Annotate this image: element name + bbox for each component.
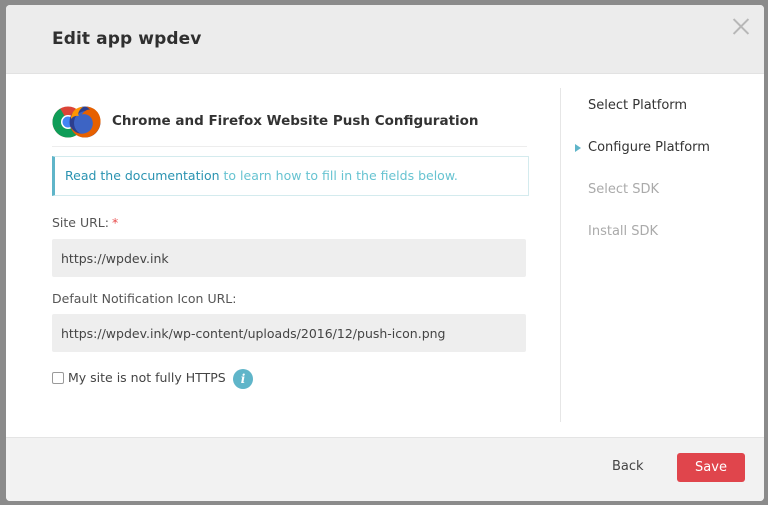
step-label: Select SDK: [588, 182, 660, 197]
steps-divider: [560, 88, 561, 422]
callout-rest-text: to learn how to fill in the fields below.: [219, 168, 458, 183]
not-fully-https-checkbox[interactable]: [52, 372, 64, 384]
step-label: Select Platform: [588, 98, 688, 113]
documentation-link[interactable]: Read the documentation: [65, 168, 220, 183]
https-option: [52, 369, 302, 389]
step-configure-platform[interactable]: [588, 140, 710, 155]
platform-config-form: [52, 74, 527, 437]
site-url-label: [52, 215, 118, 230]
step-label: Install SDK: [588, 224, 659, 239]
step-install-sdk: [588, 224, 658, 239]
modal-title: Edit app wpdev: [52, 29, 202, 49]
back-button[interactable]: Back: [612, 459, 644, 474]
modal-footer: [6, 437, 764, 501]
step-label: Configure Platform: [588, 140, 710, 155]
site-url-input[interactable]: [52, 239, 526, 277]
chrome-firefox-logo-icon: [52, 105, 104, 139]
config-title: Chrome and Firefox Website Push Configuration: [112, 113, 479, 129]
icon-url-label: Default Notification Icon URL:: [52, 291, 237, 306]
icon-url-input[interactable]: [52, 314, 526, 352]
step-select-platform[interactable]: [588, 98, 687, 113]
modal-body: [6, 74, 764, 437]
config-header: [52, 100, 527, 147]
site-url-label-text: Site URL:: [52, 215, 109, 230]
edit-app-modal: [6, 5, 764, 501]
info-icon[interactable]: i: [233, 369, 253, 389]
not-fully-https-label[interactable]: My site is not fully HTTPS: [68, 370, 226, 385]
modal-header: [6, 5, 764, 74]
required-indicator: *: [111, 215, 119, 230]
step-select-sdk: [588, 182, 659, 197]
callout-text: [65, 168, 458, 183]
documentation-callout: [52, 156, 529, 196]
current-step-marker-icon: [575, 144, 581, 152]
save-button[interactable]: Save: [677, 453, 745, 482]
close-icon[interactable]: [732, 17, 750, 35]
